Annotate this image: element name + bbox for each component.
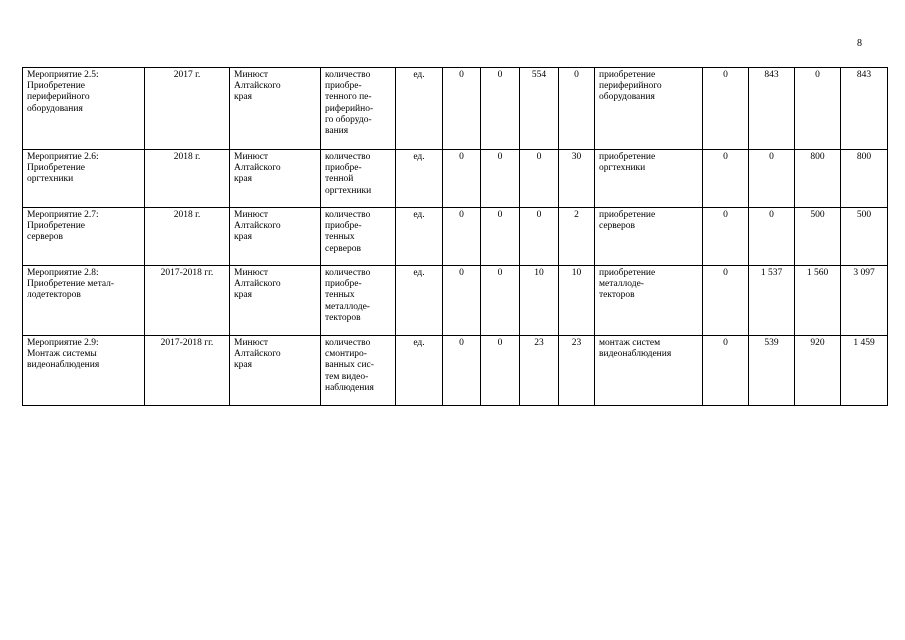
executor-cell: Минюст Алтайского края bbox=[230, 336, 321, 406]
funding-cell: 0 bbox=[703, 208, 749, 266]
result-cell: приобретение металлоде- текторов bbox=[595, 266, 703, 336]
funding-cell: 0 bbox=[703, 266, 749, 336]
result-cell: приобретение оргтехники bbox=[595, 150, 703, 208]
period-cell: 2017-2018 гг. bbox=[145, 336, 230, 406]
value-cell: 0 bbox=[443, 336, 481, 406]
executor-cell: Минюст Алтайского края bbox=[230, 266, 321, 336]
indicator-cell: количество приобре- тенных металлоде- текторов bbox=[321, 266, 396, 336]
funding-cell: 1 537 bbox=[749, 266, 795, 336]
funding-cell: 843 bbox=[749, 68, 795, 150]
unit-cell: ед. bbox=[396, 208, 443, 266]
funding-cell: 500 bbox=[841, 208, 888, 266]
unit-cell: ед. bbox=[396, 336, 443, 406]
funding-cell: 0 bbox=[703, 150, 749, 208]
funding-cell: 539 bbox=[749, 336, 795, 406]
value-cell: 0 bbox=[443, 208, 481, 266]
funding-cell: 0 bbox=[749, 150, 795, 208]
value-cell: 2 bbox=[559, 208, 595, 266]
indicator-cell: количество приобре- тенной оргтехники bbox=[321, 150, 396, 208]
value-cell: 0 bbox=[443, 266, 481, 336]
value-cell: 0 bbox=[481, 336, 520, 406]
funding-cell: 0 bbox=[703, 68, 749, 150]
page-number: 8 bbox=[857, 38, 862, 49]
funding-cell: 3 097 bbox=[841, 266, 888, 336]
executor-cell: Минюст Алтайского края bbox=[230, 68, 321, 150]
funding-cell: 0 bbox=[749, 208, 795, 266]
event-cell: Мероприятие 2.9: Монтаж системы видеонаблюдения bbox=[23, 336, 145, 406]
table-row bbox=[23, 336, 888, 406]
result-line-2: видеонаблюдения bbox=[599, 349, 672, 360]
funding-cell: 800 bbox=[841, 150, 888, 208]
value-cell: 0 bbox=[520, 208, 559, 266]
value-cell: 0 bbox=[481, 266, 520, 336]
table-row bbox=[23, 266, 888, 336]
value-cell: 0 bbox=[443, 150, 481, 208]
value-cell: 0 bbox=[520, 150, 559, 208]
value-cell: 10 bbox=[520, 266, 559, 336]
event-cell: Мероприятие 2.8: Приобретение метал- лодетекторов bbox=[23, 266, 145, 336]
funding-cell: 0 bbox=[795, 68, 841, 150]
result-cell: приобретение периферийного оборудования bbox=[595, 68, 703, 150]
activities-table bbox=[22, 67, 888, 406]
funding-cell: 920 bbox=[795, 336, 841, 406]
executor-cell: Минюст Алтайского края bbox=[230, 208, 321, 266]
executor-cell: Минюст Алтайского края bbox=[230, 150, 321, 208]
value-cell: 0 bbox=[443, 68, 481, 150]
period-cell: 2017 г. bbox=[145, 68, 230, 150]
period-cell: 2017-2018 гг. bbox=[145, 266, 230, 336]
value-cell: 10 bbox=[559, 266, 595, 336]
event-cell: Мероприятие 2.7: Приобретение серверов bbox=[23, 208, 145, 266]
unit-cell: ед. bbox=[396, 266, 443, 336]
value-cell: 23 bbox=[520, 336, 559, 406]
table-row bbox=[23, 208, 888, 266]
unit-cell: ед. bbox=[396, 68, 443, 150]
result-line-1: монтаж систем bbox=[599, 338, 661, 348]
event-cell: Мероприятие 2.5: Приобретение периферийного оборудования bbox=[23, 68, 145, 150]
funding-cell: 800 bbox=[795, 150, 841, 208]
result-cell: приобретение серверов bbox=[595, 208, 703, 266]
funding-cell: 0 bbox=[703, 336, 749, 406]
value-cell: 23 bbox=[559, 336, 595, 406]
result-cell bbox=[595, 336, 703, 406]
period-cell: 2018 г. bbox=[145, 208, 230, 266]
value-cell: 0 bbox=[481, 150, 520, 208]
funding-cell: 1 560 bbox=[795, 266, 841, 336]
period-cell: 2018 г. bbox=[145, 150, 230, 208]
unit-cell: ед. bbox=[396, 150, 443, 208]
indicator-cell: количество смонтиро- ванных сис- тем видео- наблюдения bbox=[321, 336, 396, 406]
table-row bbox=[23, 68, 888, 150]
value-cell: 0 bbox=[559, 68, 595, 150]
funding-cell: 1 459 bbox=[841, 336, 888, 406]
funding-cell: 500 bbox=[795, 208, 841, 266]
table-row bbox=[23, 150, 888, 208]
event-cell: Мероприятие 2.6: Приобретение оргтехники bbox=[23, 150, 145, 208]
indicator-cell: количество приобре- тенного пе- риферийно- го оборудо- вания bbox=[321, 68, 396, 150]
value-cell: 0 bbox=[481, 68, 520, 150]
indicator-cell: количество приобре- тенных серверов bbox=[321, 208, 396, 266]
value-cell: 554 bbox=[520, 68, 559, 150]
funding-cell: 843 bbox=[841, 68, 888, 150]
value-cell: 30 bbox=[559, 150, 595, 208]
value-cell: 0 bbox=[481, 208, 520, 266]
